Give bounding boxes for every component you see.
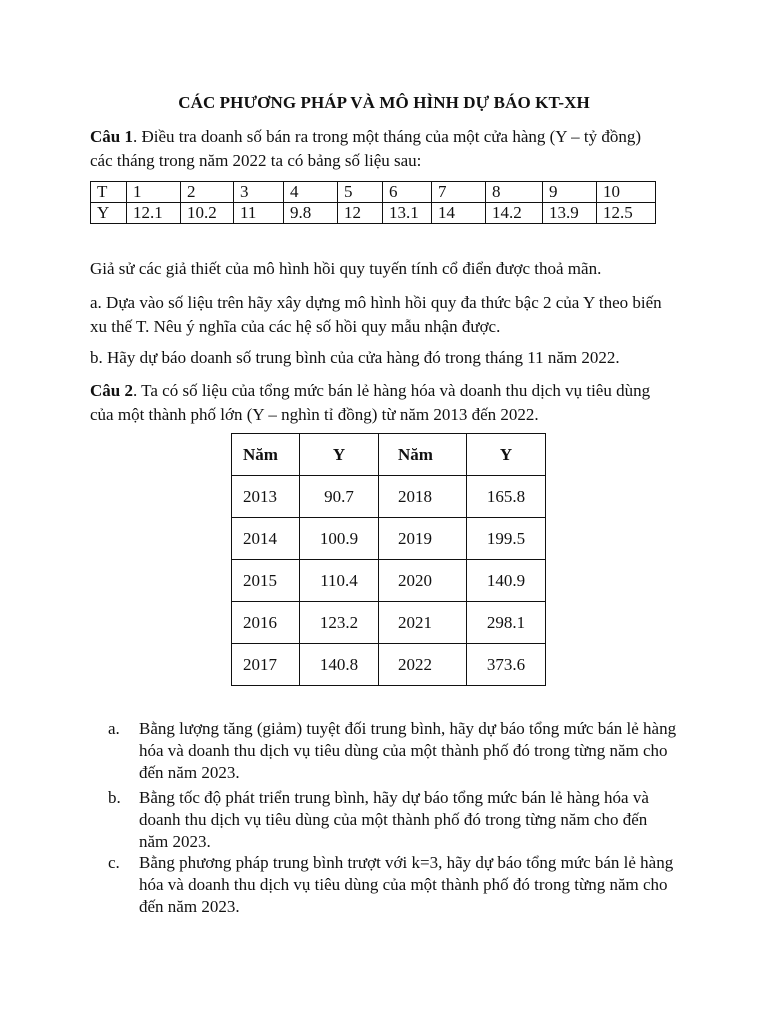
table-header-cell: Năm	[379, 434, 467, 476]
table-cell: 10.2	[181, 203, 234, 224]
table-cell: 10	[597, 182, 656, 203]
list-line: Bằng lượng tăng (giảm) tuyệt đối trung bình, hãy dự báo tổng mức bán lẻ hàng	[139, 719, 677, 738]
table-cell: 2017	[232, 644, 300, 686]
table-cell: 7	[432, 182, 486, 203]
list-line: đến năm 2023.	[139, 897, 240, 916]
table-cell: 3	[234, 182, 284, 203]
table-cell: 1	[127, 182, 181, 203]
table-row	[232, 560, 546, 602]
table-cell: 4	[284, 182, 338, 203]
q2-intro-text: . Ta có số liệu của tổng mức bán lẻ hàng hóa và doanh thu dịch vụ tiêu dùng	[132, 381, 651, 400]
table-cell: 140.9	[467, 560, 546, 602]
table-cell: 8	[486, 182, 543, 203]
page-title: CÁC PHƯƠNG PHÁP VÀ MÔ HÌNH DỰ BÁO KT-XH	[178, 93, 590, 112]
table-cell: 90.7	[300, 476, 379, 518]
list-line: hóa và doanh thu dịch vụ tiêu dùng của một thành phố đó trong từng năm cho	[139, 741, 668, 760]
table-cell: 13.1	[383, 203, 432, 224]
monthly-sales-table	[90, 181, 656, 224]
table-cell: 298.1	[467, 602, 546, 644]
table-cell: 14.2	[486, 203, 543, 224]
q1-part-a-line2: xu thế T. Nêu ý nghĩa của các hệ số hồi quy mẫu nhận được.	[90, 317, 501, 336]
q1-assumption: Giả sử các giả thiết của mô hình hồi quy tuyến tính cổ điển được thoả mãn.	[90, 259, 602, 278]
table-header-cell: Y	[300, 434, 379, 476]
q1-label: Câu 1	[90, 127, 133, 146]
list-line: hóa và doanh thu dịch vụ tiêu dùng của một thành phố đó trong từng năm cho	[139, 875, 668, 894]
q1-part-a	[90, 291, 690, 339]
table-cell: 110.4	[300, 560, 379, 602]
q2-intro-line1	[90, 379, 690, 403]
table-cell: 12	[338, 203, 383, 224]
table-cell: T	[91, 182, 127, 203]
table-cell: 2013	[232, 476, 300, 518]
list-line: Bằng phương pháp trung bình trượt với k=3, hãy dự báo tổng mức bán lẻ hàng	[139, 853, 674, 872]
list-marker: c.	[108, 853, 120, 872]
table-cell: 14	[432, 203, 486, 224]
q1-intro	[90, 125, 690, 173]
table-cell: 2020	[379, 560, 467, 602]
table-cell: 123.2	[300, 602, 379, 644]
table-cell: 9	[543, 182, 597, 203]
table-row-y	[91, 203, 656, 224]
table-cell: 2	[181, 182, 234, 203]
table-cell: 199.5	[467, 518, 546, 560]
table-cell: 165.8	[467, 476, 546, 518]
list-line: đến năm 2023.	[139, 763, 240, 782]
table-cell: 13.9	[543, 203, 597, 224]
q1-intro-line1	[90, 125, 690, 149]
table-cell: 12.5	[597, 203, 656, 224]
table-row	[232, 644, 546, 686]
table-cell: 9.8	[284, 203, 338, 224]
table-cell: 2016	[232, 602, 300, 644]
table-cell: 2022	[379, 644, 467, 686]
table-cell: 140.8	[300, 644, 379, 686]
q1-intro-text: . Điều tra doanh số bán ra trong một tháng của một cửa hàng (Y – tỷ đồng)	[132, 127, 642, 146]
table-row-t	[91, 182, 656, 203]
table-header-cell: Y	[467, 434, 546, 476]
table-cell: 2021	[379, 602, 467, 644]
q2-item-c	[108, 852, 680, 918]
table-cell: 2014	[232, 518, 300, 560]
q1-part-a-line1: a. Dựa vào số liệu trên hãy xây dựng mô hình hồi quy đa thức bậc 2 của Y theo biến	[90, 293, 662, 312]
table-row	[232, 602, 546, 644]
table-cell: 2018	[379, 476, 467, 518]
list-line: doanh thu dịch vụ tiêu dùng của một thành phố đó trong từng năm cho đến	[139, 810, 648, 829]
q1-intro-line2: các tháng trong năm 2022 ta có bảng số liệu sau:	[90, 151, 422, 170]
list-marker: b.	[108, 788, 121, 807]
table-header-cell: Năm	[232, 434, 300, 476]
table-cell: 5	[338, 182, 383, 203]
q2-item-a	[108, 718, 680, 784]
list-marker: a.	[108, 719, 120, 738]
list-line: năm 2023.	[139, 832, 211, 851]
q2-intro	[90, 379, 690, 427]
q1-part-b: b. Hãy dự báo doanh số trung bình của cửa hàng đó trong tháng 11 năm 2022.	[90, 348, 620, 367]
retail-sales-table	[231, 433, 546, 686]
table-row	[232, 518, 546, 560]
list-line: Bằng tốc độ phát triển trung bình, hãy dự báo tổng mức bán lẻ hàng hóa và	[139, 788, 649, 807]
table-cell: 373.6	[467, 644, 546, 686]
q2-item-b	[108, 787, 680, 853]
table-row	[232, 476, 546, 518]
table-cell: 100.9	[300, 518, 379, 560]
q2-intro-line2: của một thành phố lớn (Y – nghìn tỉ đồng) từ năm 2013 đến 2022.	[90, 405, 539, 424]
table-cell: 12.1	[127, 203, 181, 224]
table-header-row	[232, 434, 546, 476]
table-cell: 11	[234, 203, 284, 224]
table-cell: 2015	[232, 560, 300, 602]
q2-label: Câu 2	[90, 381, 133, 400]
table-cell: Y	[91, 203, 127, 224]
table-cell: 6	[383, 182, 432, 203]
table-cell: 2019	[379, 518, 467, 560]
